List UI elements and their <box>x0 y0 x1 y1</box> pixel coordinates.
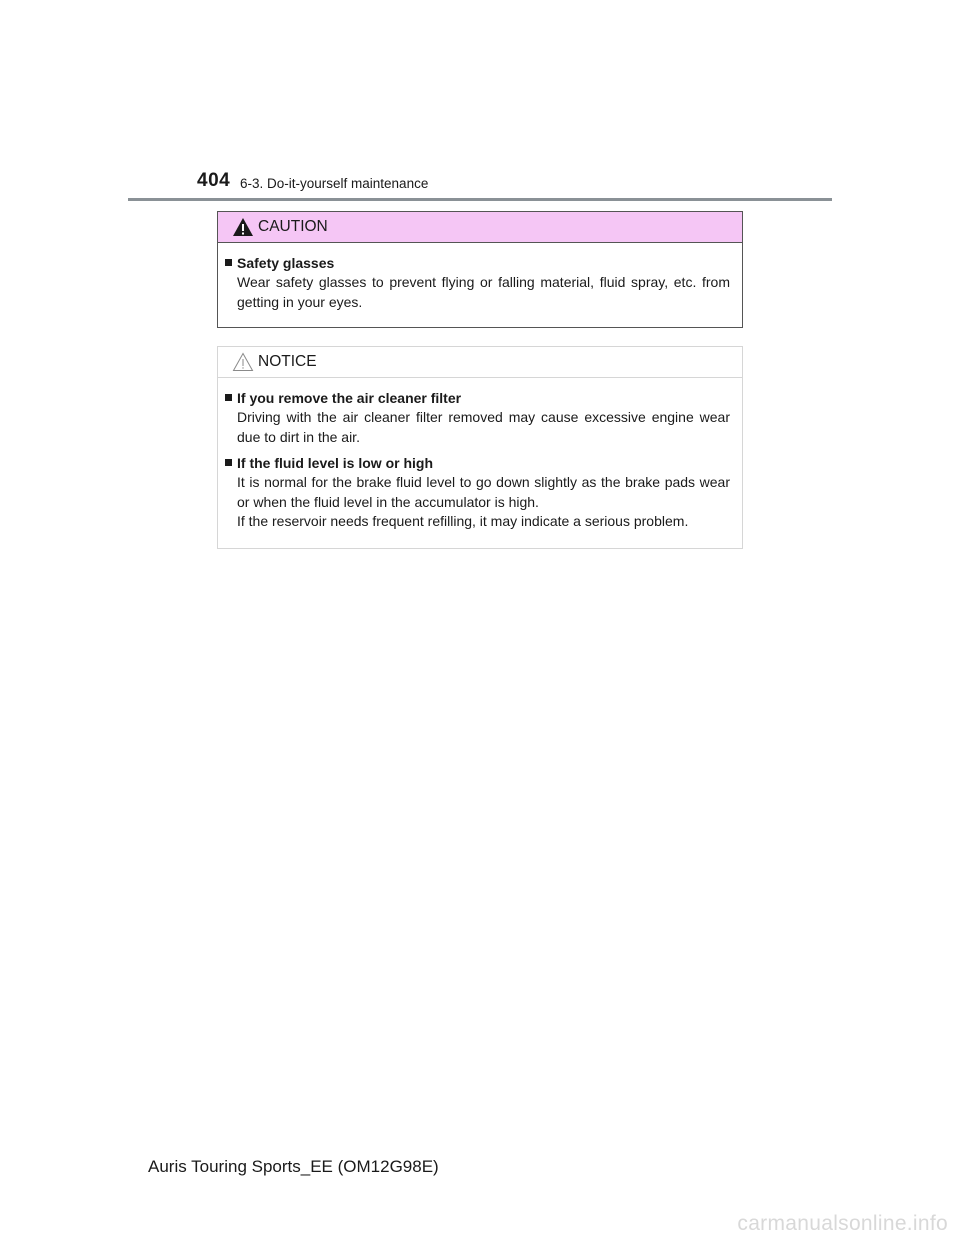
notice-triangle-icon <box>232 352 254 372</box>
notice-box <box>217 346 743 549</box>
page-header <box>197 170 837 196</box>
caution-item-text <box>225 273 730 312</box>
notice-item-title <box>225 453 730 473</box>
notice-header <box>218 347 742 378</box>
square-bullet-icon <box>225 394 232 401</box>
page-number: 404 <box>197 170 231 191</box>
warning-icon <box>232 217 254 237</box>
caution-item-paragraph: Wear safety glasses to prevent flying or falling material, fluid spray, etc. from getting in your eyes. <box>237 274 730 310</box>
notice-item-paragraph-2: If the reservoir needs frequent refilling, it may indicate a serious problem. <box>237 513 689 529</box>
notice-label: NOTICE <box>258 353 317 370</box>
notice-item-title <box>225 388 730 408</box>
caution-label: CAUTION <box>258 218 328 235</box>
caution-item-title-text: Safety glasses <box>237 255 335 271</box>
notice-item <box>225 388 730 447</box>
notice-body <box>218 378 742 532</box>
caution-item <box>225 253 730 312</box>
notice-item-title-text: If you remove the air cleaner filter <box>237 390 462 406</box>
square-bullet-icon <box>225 259 232 266</box>
notice-item-text <box>225 473 730 532</box>
section-title: 6-3. Do-it-yourself maintenance <box>240 176 429 191</box>
watermark: carmanualsonline.info <box>737 1212 948 1235</box>
header-divider <box>128 198 832 201</box>
caution-item-title <box>225 253 730 273</box>
notice-item-text <box>225 408 730 447</box>
square-bullet-icon <box>225 459 232 466</box>
caution-box <box>217 211 743 328</box>
notice-item-paragraph: It is normal for the brake fluid level to go down slightly as the brake pads wear or when the fluid level in the accumulator is high. <box>237 474 730 510</box>
caution-header <box>218 212 742 243</box>
caution-body <box>218 243 742 312</box>
notice-item <box>225 453 730 532</box>
footer-model: Auris Touring Sports_EE (OM12G98E) <box>148 1157 439 1176</box>
notice-item-paragraph: Driving with the air cleaner filter removed may cause excessive engine wear due to dirt in the air. <box>237 409 730 445</box>
notice-item-title-text: If the fluid level is low or high <box>237 455 434 471</box>
